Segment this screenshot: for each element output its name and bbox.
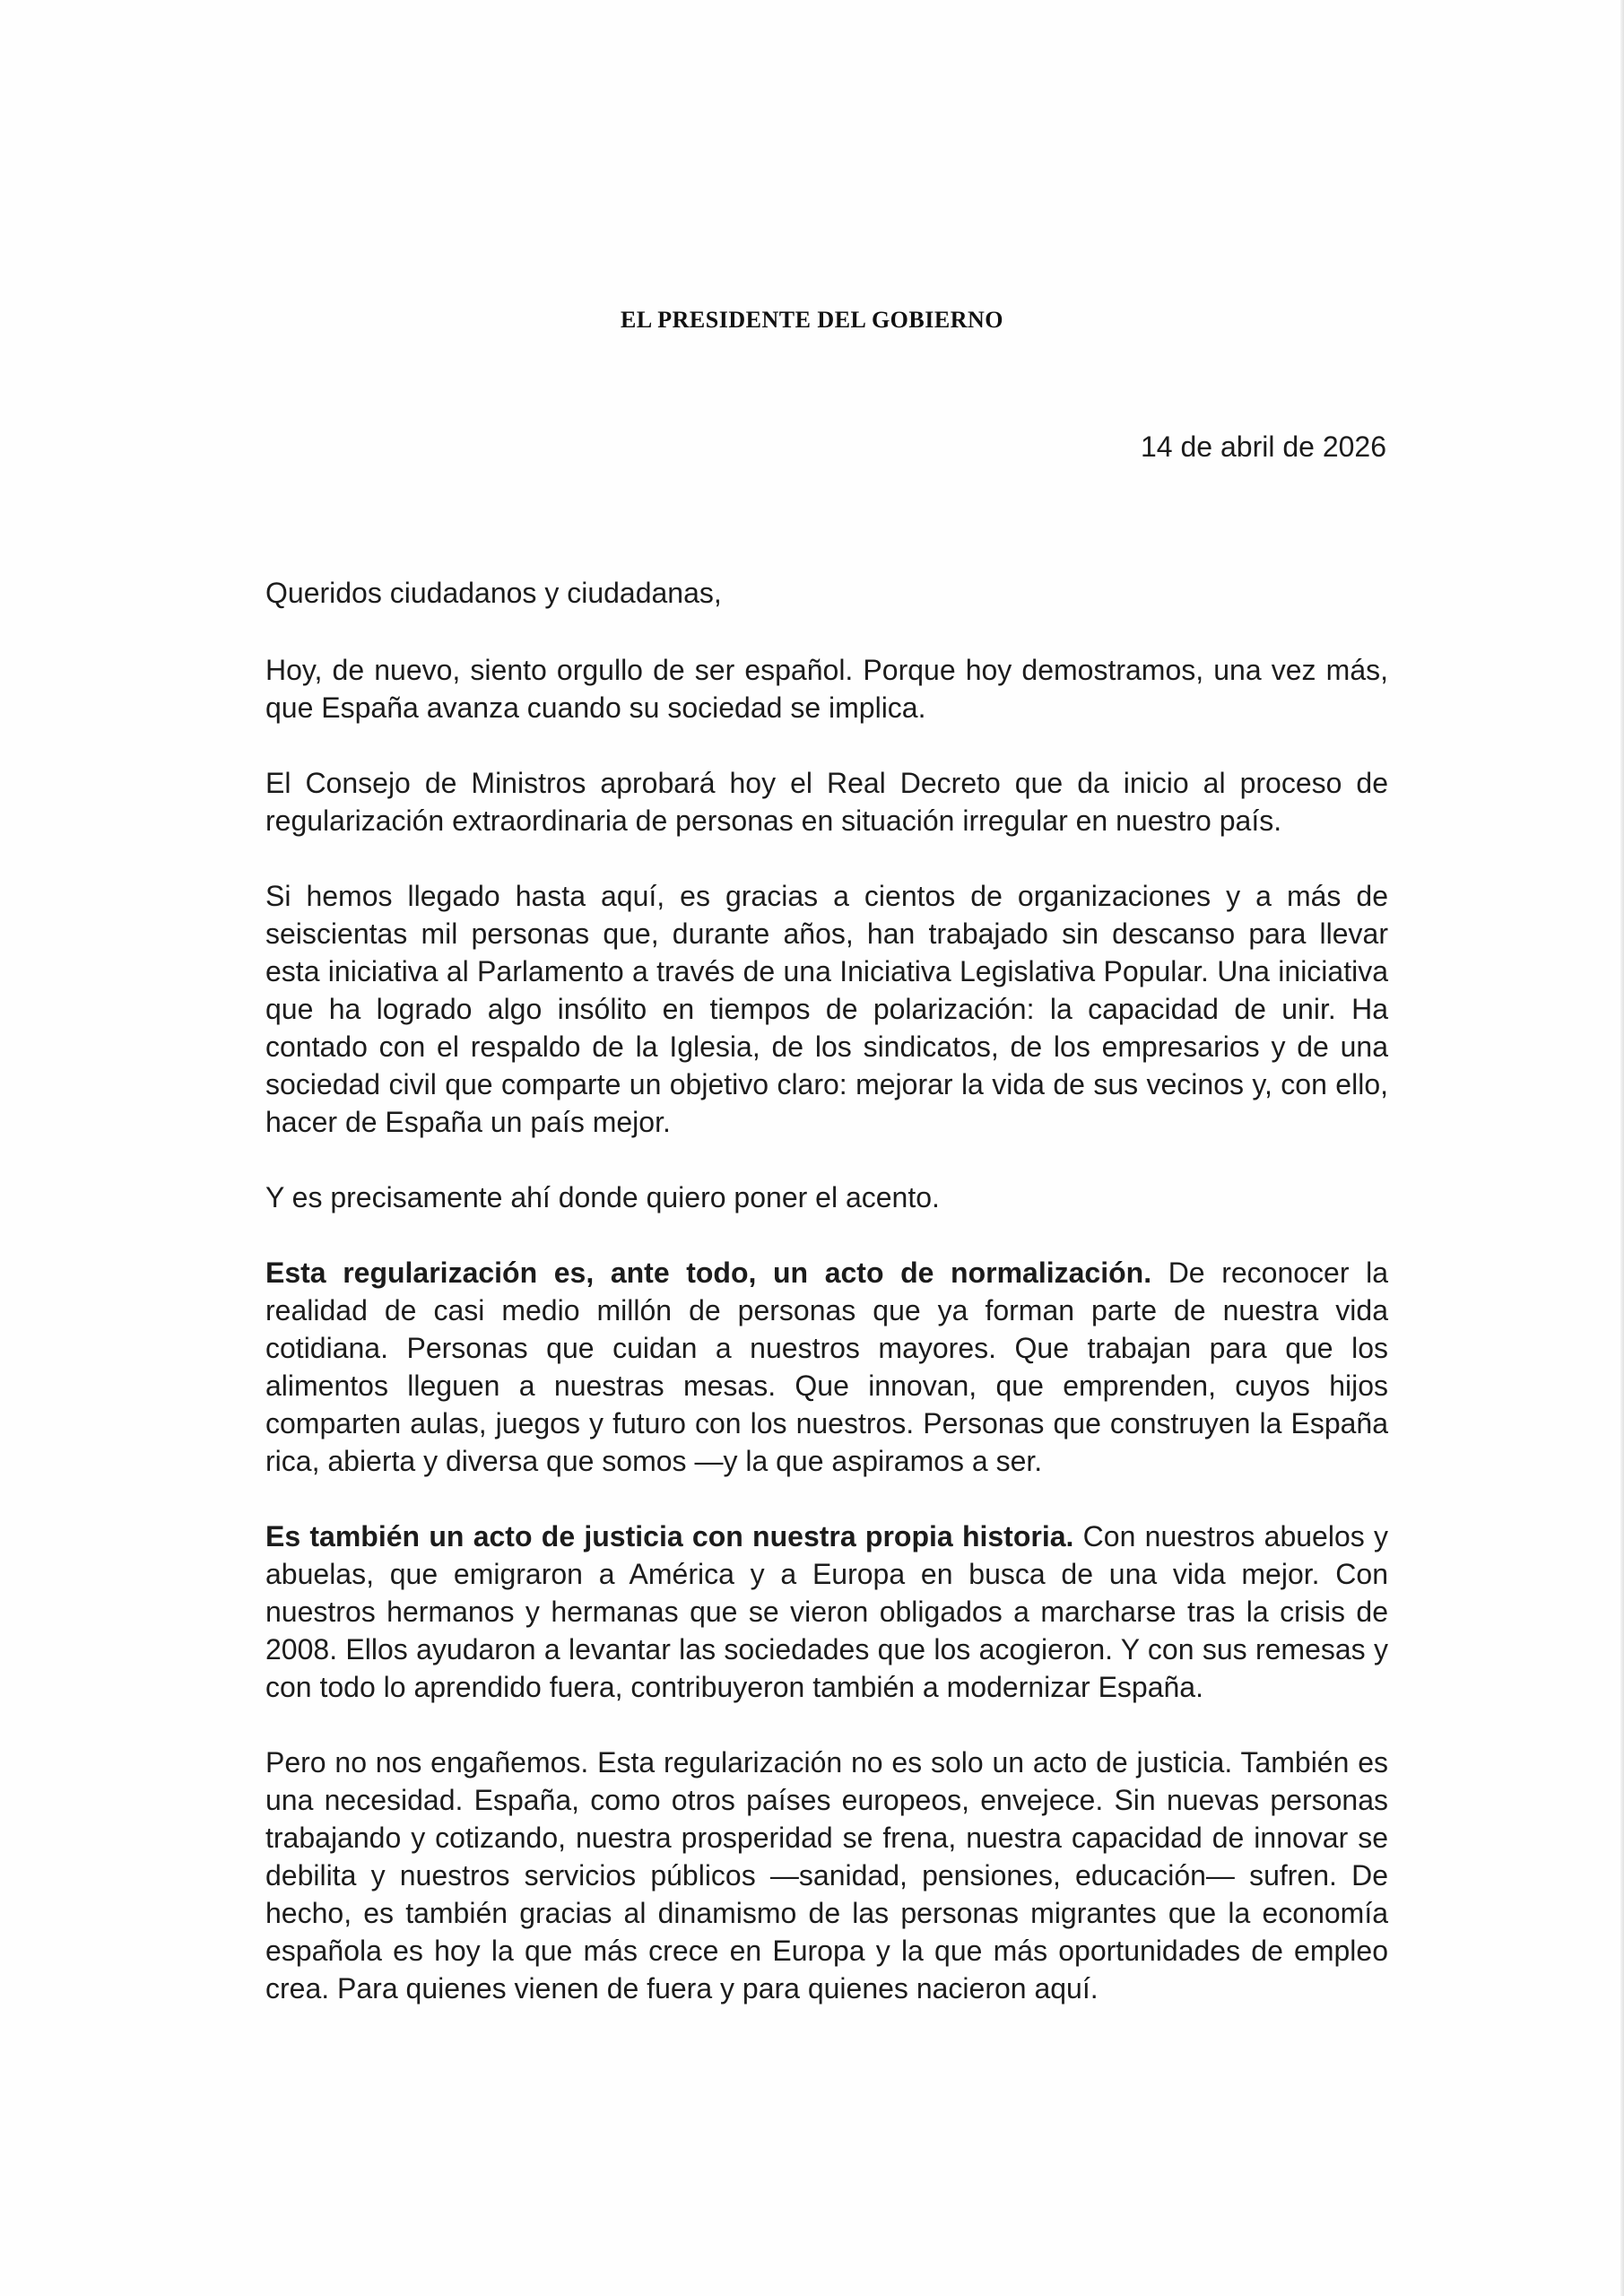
letterhead-title: EL PRESIDENTE DEL GOBIERNO	[621, 307, 1003, 333]
letter-date: 14 de abril de 2026	[1141, 430, 1386, 463]
paragraph-1: Hoy, de nuevo, siento orgullo de ser español. Porque hoy demostramos, una vez más, que España avanza cuando su sociedad se implica.	[265, 654, 1388, 724]
salutation: Queridos ciudadanos y ciudadanas,	[265, 577, 722, 609]
paragraph-2: El Consejo de Ministros aprobará hoy el Real Decreto que da inicio al proceso de regularización extraordinaria de personas en situación irregular en nuestro país.	[265, 767, 1388, 837]
page-edge	[1620, 0, 1624, 2296]
paragraph-5	[265, 1254, 1388, 1480]
paragraph-5-body: De reconocer la realidad de casi medio millón de personas que ya forman parte de nuestra vida cotidiana. Personas que cuidan a nuestros mayores. Que trabajan para que los alimentos lleguen a nuestras mesas. Que innovan, que emprenden, cuyos hijos comparten aulas, juegos y futuro con los nuestros. Personas que construyen la España rica, abierta y diversa que somos —y la que aspiramos a ser.	[265, 1257, 1389, 1477]
paragraph-3: Si hemos llegado hasta aquí, es gracias a cientos de organizaciones y a más de seiscientas mil personas que, durante años, han trabajado sin descanso para llevar esta iniciativa al Parlamento a través de una Iniciativa Legislativa Popular. Una iniciativa que ha logrado algo insólito en tiempos de polarización: la capacidad de unir. Ha contado con el respaldo de la Iglesia, de los sindicatos, de los empresarios y de una sociedad civil que comparte un objetivo claro: mejorar la vida de sus vecinos y, con ello, hacer de España un país mejor.	[265, 880, 1388, 1138]
paragraph-6-lead: Es también un acto de justicia con nuestra propia historia.	[265, 1520, 1074, 1552]
paragraph-4: Y es precisamente ahí donde quiero poner el acento.	[265, 1181, 940, 1213]
paragraph-6	[265, 1518, 1388, 1706]
letter-body	[265, 574, 1388, 2045]
paragraph-7: Pero no nos engañemos. Esta regularización no es solo un acto de justicia. También es una necesidad. España, como otros países europeos, envejece. Sin nuevas personas trabajando y cotizando, nuestra prosperidad se frena, nuestra capacidad de innovar se debilita y nuestros servicios públicos —sanidad, pensiones, educación— sufren. De hecho, es también gracias al dinamismo de las personas migrantes que la economía española es hoy la que más crece en Europa y la que más oportunidades de empleo crea. Para quienes vienen de fuera y para quienes nacieron aquí.	[265, 1746, 1388, 2005]
paragraph-5-lead: Esta regularización es, ante todo, un acto de normalización.	[265, 1257, 1152, 1289]
paragraph-6-body: Con nuestros abuelos y abuelas, que emigraron a América y a Europa en busca de una vida mejor. Con nuestros hermanos y hermanas que se vieron obligados a marcharse tras la crisis de 2008. Ellos ayudaron a levantar las sociedades que los acogieron. Y con sus remesas y con todo lo aprendido fuera, contribuyeron también a modernizar España.	[265, 1520, 1389, 1703]
